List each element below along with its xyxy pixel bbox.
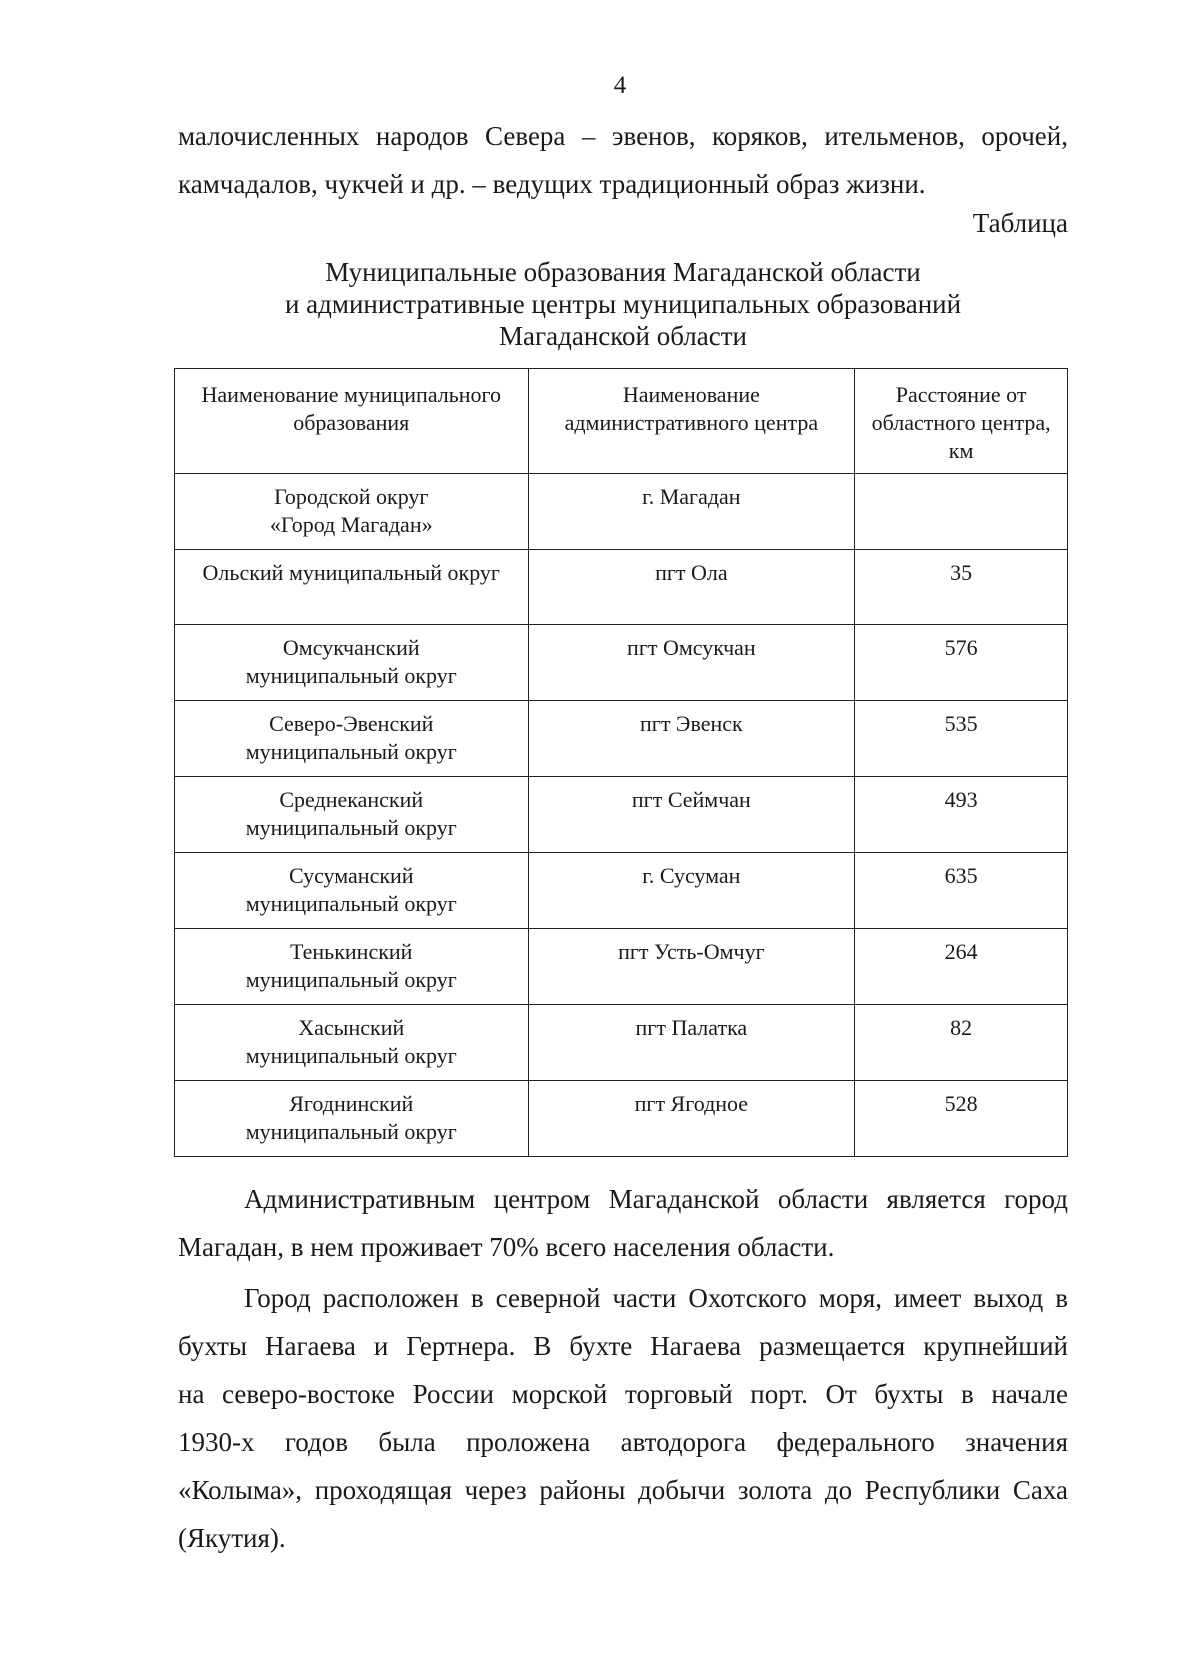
cell-admin-center: пгт Ягодное bbox=[528, 1081, 855, 1157]
cell-line: Ольский муниципальный округ bbox=[202, 560, 500, 585]
cell-line: Ягоднинский bbox=[289, 1091, 414, 1116]
cell-line: Омсукчанский bbox=[282, 635, 420, 660]
cell-municipality bbox=[175, 550, 529, 625]
cell-admin-center: г. Магадан bbox=[528, 474, 855, 550]
cell-line: муниципальный округ bbox=[245, 1043, 457, 1068]
header-line: образования bbox=[293, 410, 410, 435]
text-line: Административным центром Магаданской области является город bbox=[244, 1184, 1068, 1214]
cell-admin-center: пгт Эвенск bbox=[528, 701, 855, 777]
text-line: камчадалов, чукчей и др. – ведущих традиционный образ жизни. bbox=[178, 169, 926, 199]
header-municipality bbox=[175, 369, 529, 474]
cell-municipality bbox=[175, 474, 529, 550]
table-row bbox=[175, 929, 1068, 1005]
text-line: «Колыма», проходящая через районы добычи золота до Республики Саха bbox=[178, 1475, 1068, 1505]
cell-municipality bbox=[175, 853, 529, 929]
table-row bbox=[175, 701, 1068, 777]
table-header-row bbox=[175, 369, 1068, 474]
table-title-line: Муниципальные образования Магаданской области bbox=[325, 257, 921, 287]
header-line: Наименование муниципального bbox=[201, 382, 502, 407]
header-line: Наименование bbox=[622, 382, 760, 407]
cell-distance: 635 bbox=[855, 853, 1068, 929]
table-title-line: и административные центры муниципальных образований bbox=[284, 289, 962, 319]
cell-line: Тенькинский bbox=[290, 939, 413, 964]
cell-line: муниципальный округ bbox=[245, 967, 457, 992]
cell-line: Городской округ bbox=[274, 484, 429, 509]
table-title-line: Магаданской области bbox=[499, 321, 747, 351]
paragraph-admin-center bbox=[178, 1175, 1068, 1271]
header-line: Расстояние от bbox=[895, 382, 1027, 407]
text-line: 1930-х годов была проложена автодорога федерального значения bbox=[178, 1427, 1068, 1457]
header-distance bbox=[855, 369, 1068, 474]
cell-distance: 35 bbox=[855, 550, 1068, 625]
text-line: бухты Нагаева и Гертнера. В бухте Нагаева размещается крупнейший bbox=[178, 1331, 1068, 1361]
cell-line: Среднеканский bbox=[279, 787, 424, 812]
cell-municipality bbox=[175, 625, 529, 701]
cell-line: Хасынский bbox=[298, 1015, 405, 1040]
cell-admin-center: пгт Ола bbox=[528, 550, 855, 625]
text-line: (Якутия). bbox=[178, 1523, 286, 1553]
cell-line: Сусуманский bbox=[288, 863, 414, 888]
cell-distance: 535 bbox=[855, 701, 1068, 777]
text-line: малочисленных народов Севера – эвенов, коряков, ительменов, орочей, bbox=[178, 121, 1068, 151]
table-title bbox=[178, 256, 1068, 352]
cell-admin-center: г. Сусуман bbox=[528, 853, 855, 929]
cell-municipality bbox=[175, 1005, 529, 1081]
table-row bbox=[175, 777, 1068, 853]
cell-line: муниципальный округ bbox=[245, 1119, 457, 1144]
cell-admin-center: пгт Омсукчан bbox=[528, 625, 855, 701]
intro-paragraph bbox=[178, 112, 1068, 208]
table-row bbox=[175, 853, 1068, 929]
cell-line: муниципальный округ bbox=[245, 663, 457, 688]
text-line: на северо-востоке России морской торговый порт. От бухты в начале bbox=[178, 1379, 1068, 1409]
municipalities-table bbox=[174, 368, 1068, 1157]
cell-distance: 576 bbox=[855, 625, 1068, 701]
cell-admin-center: пгт Усть-Омчуг bbox=[528, 929, 855, 1005]
cell-line: муниципальный округ bbox=[245, 815, 457, 840]
table-row bbox=[175, 625, 1068, 701]
page-number: 4 bbox=[613, 72, 627, 99]
text-line: Город расположен в северной части Охотского моря, имеет выход в bbox=[244, 1283, 1068, 1313]
table-label: Таблица bbox=[972, 208, 1068, 238]
cell-distance: 493 bbox=[855, 777, 1068, 853]
cell-distance: 264 bbox=[855, 929, 1068, 1005]
cell-distance: 82 bbox=[855, 1005, 1068, 1081]
cell-municipality bbox=[175, 1081, 529, 1157]
cell-distance: 528 bbox=[855, 1081, 1068, 1157]
cell-municipality bbox=[175, 929, 529, 1005]
paragraph-city-location bbox=[178, 1274, 1068, 1562]
table-row bbox=[175, 1005, 1068, 1081]
cell-line: муниципальный округ bbox=[245, 891, 457, 916]
cell-admin-center: пгт Сеймчан bbox=[528, 777, 855, 853]
cell-line: «Город Магадан» bbox=[269, 512, 433, 537]
cell-distance bbox=[855, 474, 1068, 550]
cell-line: муниципальный округ bbox=[245, 739, 457, 764]
header-line: административного центра bbox=[564, 410, 819, 435]
cell-municipality bbox=[175, 701, 529, 777]
header-line: км bbox=[948, 438, 974, 463]
cell-municipality bbox=[175, 777, 529, 853]
cell-line: Северо-Эвенский bbox=[269, 711, 434, 736]
header-admin-center bbox=[528, 369, 855, 474]
header-line: областного центра, bbox=[871, 410, 1051, 435]
cell-admin-center: пгт Палатка bbox=[528, 1005, 855, 1081]
table-row bbox=[175, 474, 1068, 550]
table-row bbox=[175, 550, 1068, 625]
table-row bbox=[175, 1081, 1068, 1157]
text-line: Магадан, в нем проживает 70% всего населения области. bbox=[178, 1232, 835, 1262]
